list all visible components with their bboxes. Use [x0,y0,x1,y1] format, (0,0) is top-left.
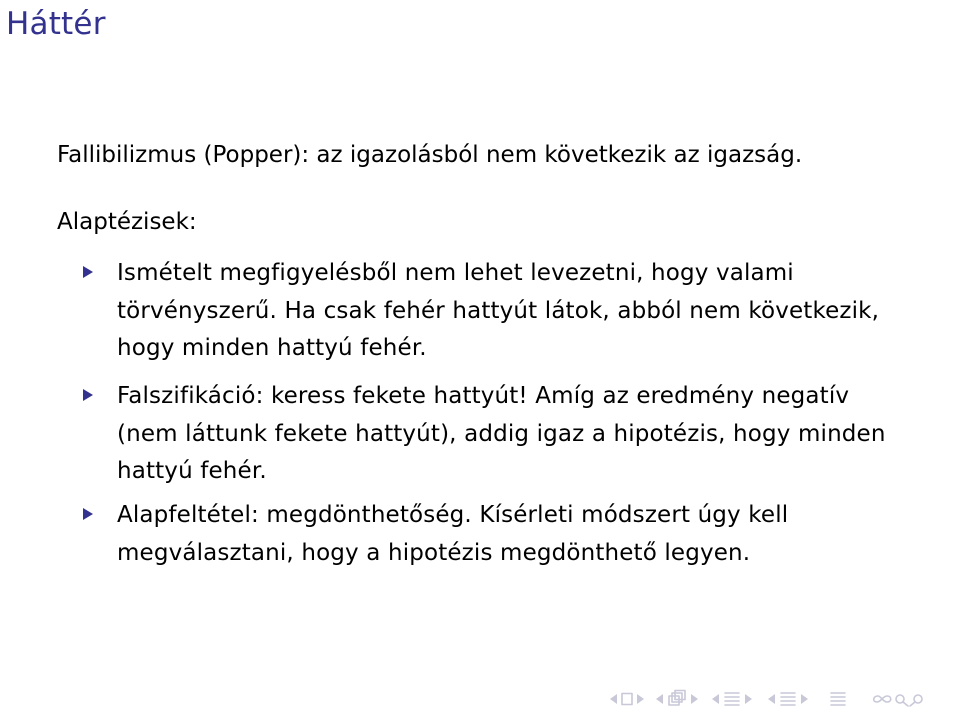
bullet-triangle-icon [83,508,93,520]
nav-section-icon[interactable] [725,693,739,705]
slide-title: Háttér [6,6,106,42]
fallibilism-statement: Fallibilizmus (Popper): az igazolásból nem következik az igazság. [57,142,803,168]
nav-subsection-forward-icon[interactable] [691,694,698,704]
nav-search-icon[interactable] [874,695,922,706]
nav-frame-back-icon[interactable] [610,694,617,704]
beamer-navigation-bar [608,688,953,710]
bullet-triangle-icon [83,266,93,278]
nav-subsection-back-icon[interactable] [656,694,663,704]
bullet-text: Ismételt megfigyelésből nem lehet levezetni, hogy valami törvényszerű. Ha csak fehér hattyút látok, abból nem következik, hogy minden hattyú fehér. [117,260,880,361]
nav-frame-icon[interactable] [622,694,632,705]
nav-section-icon[interactable] [781,693,795,705]
nav-section-back-icon[interactable] [712,694,719,704]
nav-subsection-icon[interactable] [669,691,685,706]
bullet-triangle-icon [83,389,93,401]
navigation-symbols [608,688,953,710]
bullet-text: Alapfeltétel: megdönthetőség. Kísérleti módszert úgy kell megválasztani, hogy a hipotézis megdönthető legyen. [117,502,789,566]
theses-heading: Alaptézisek: [57,209,197,235]
nav-presentation-icon[interactable] [831,693,845,705]
nav-section-back-icon[interactable] [768,694,775,704]
nav-section-forward-icon[interactable] [801,694,808,704]
nav-frame-forward-icon[interactable] [637,694,644,704]
bullet-text: Falszifikáció: keress fekete hattyút! Amíg az eredmény negatív (nem láttunk fekete hattyút), addig igaz a hipotézis, hogy minden hattyú fehér. [117,383,886,484]
nav-section-forward-icon[interactable] [745,694,752,704]
